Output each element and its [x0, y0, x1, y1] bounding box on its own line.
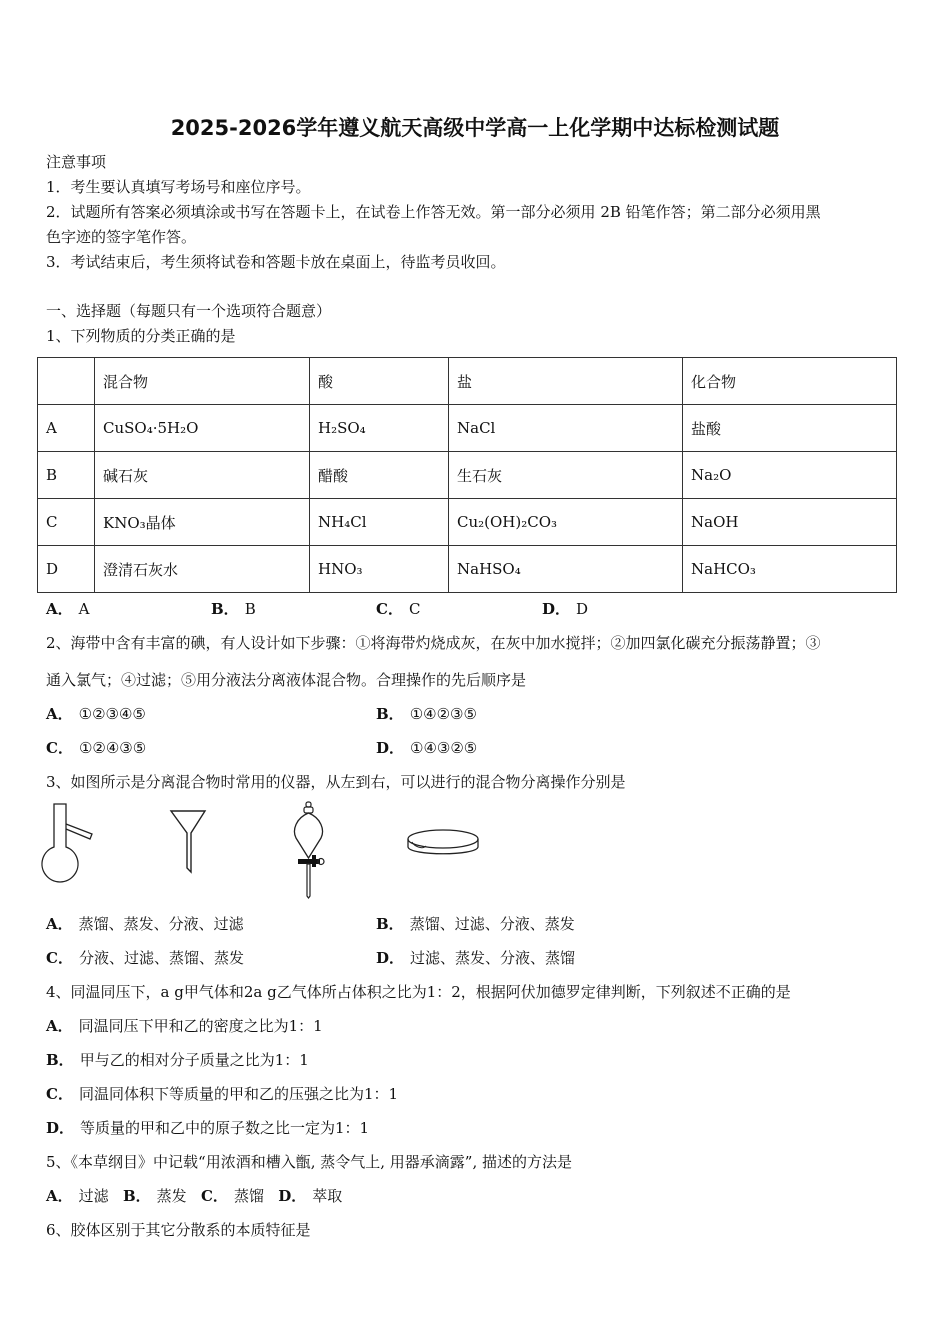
- table-cell: B: [38, 452, 95, 499]
- notice-item-1: 1．考生要认真填写考场号和座位序号。: [46, 178, 311, 196]
- notice-heading: 注意事项: [46, 153, 107, 171]
- table-header: 化合物: [683, 358, 897, 405]
- table-cell: A: [38, 405, 95, 452]
- notice-item-2-cont: 色字迹的签字笔作答。: [46, 228, 197, 246]
- table-cell: NaHCO₃: [683, 546, 897, 593]
- question-5-stem: 5、《本草纲目》中记载“用浓酒和槽入甑, 蒸令气上, 用器承滴露”, 描述的方法是: [46, 1153, 572, 1171]
- table-header: 混合物: [95, 358, 310, 405]
- table-cell: D: [38, 546, 95, 593]
- q4-option-d: D． 等质量的甲和乙中的原子数之比一定为1：1: [46, 1119, 370, 1137]
- q4-option-a: A． 同温同压下甲和乙的密度之比为1：1: [46, 1017, 323, 1035]
- table-cell: H₂SO₄: [310, 405, 449, 452]
- q1-option-a: A． A: [46, 600, 90, 618]
- table-header: [38, 358, 95, 405]
- table-cell: 澄清石灰水: [95, 546, 310, 593]
- notice-item-2: 2．试题所有答案必须填涂或书写在答题卡上，在试卷上作答无效。第一部分必须用 2B 铅笔作答；第二部分必须用黑: [46, 203, 821, 221]
- table-cell: 生石灰: [449, 452, 683, 499]
- question-2-stem-line2: 通入氯气；④过滤；⑤用分液法分离液体混合物。合理操作的先后顺序是: [46, 671, 527, 689]
- table-cell: 盐酸: [683, 405, 897, 452]
- q2-option-d: D． ①④③②⑤: [376, 739, 478, 757]
- q3-option-a: A． 蒸馏、蒸发、分液、过滤: [46, 915, 244, 933]
- evaporating-dish-icon: [404, 826, 482, 866]
- q3-option-b: B． 蒸馏、过滤、分液、蒸发: [376, 915, 575, 933]
- table-cell: HNO₃: [310, 546, 449, 593]
- q1-option-b: B． B: [211, 600, 256, 618]
- table-cell: Cu₂(OH)₂CO₃: [449, 499, 683, 546]
- classification-table: [37, 357, 897, 593]
- q3-option-c: C． 分液、过滤、蒸馏、蒸发: [46, 949, 244, 967]
- question-4-stem: 4、同温同压下，a g甲气体和2a g乙气体所占体积之比为1：2，根据阿伏加德罗定律判断，下列叙述不正确的是: [46, 983, 791, 1001]
- q2-option-c: C． ①②④③⑤: [46, 739, 147, 757]
- table-cell: NaOH: [683, 499, 897, 546]
- table-row: [38, 452, 897, 499]
- question-3-stem: 3、如图所示是分离混合物时常用的仪器，从左到右，可以进行的混合物分离操作分别是: [46, 773, 626, 791]
- page-title: 2025-2026学年遵义航天高级中学高一上化学期中达标检测试题: [170, 116, 780, 140]
- table-cell: KNO₃晶体: [95, 499, 310, 546]
- section-heading: 一、选择题（每题只有一个选项符合题意）: [46, 302, 332, 320]
- funnel-icon: [168, 808, 210, 878]
- table-cell: NH₄Cl: [310, 499, 449, 546]
- question-1-stem: 1、下列物质的分类正确的是: [46, 327, 236, 345]
- table-cell: 醋酸: [310, 452, 449, 499]
- table-header: 酸: [310, 358, 449, 405]
- table-cell: 碱石灰: [95, 452, 310, 499]
- q2-option-a: A． ①②③④⑤: [46, 705, 146, 723]
- question-2-stem-line1: 2、海带中含有丰富的碘，有人设计如下步骤：①将海带灼烧成灰，在灰中加水搅拌；②加四氯化碳充分振荡静置；③: [46, 634, 821, 652]
- table-cell: NaHSO₄: [449, 546, 683, 593]
- q1-option-c: C． C: [376, 600, 421, 618]
- table-row: [38, 405, 897, 452]
- q4-option-c: C． 同温同体积下等质量的甲和乙的压强之比为1：1: [46, 1085, 399, 1103]
- table-header: 盐: [449, 358, 683, 405]
- table-row: [38, 499, 897, 546]
- table-row: [38, 546, 897, 593]
- table-cell: C: [38, 499, 95, 546]
- table-cell: Na₂O: [683, 452, 897, 499]
- distillation-flask-icon: [40, 802, 100, 892]
- separatory-funnel-icon: [288, 800, 332, 900]
- table-cell: NaCl: [449, 405, 683, 452]
- question-6-stem: 6、胶体区别于其它分散系的本质特征是: [46, 1221, 311, 1239]
- q3-option-d: D． 过滤、蒸发、分液、蒸馏: [376, 949, 576, 967]
- q1-option-d: D． D: [542, 600, 589, 618]
- q4-option-b: B． 甲与乙的相对分子质量之比为1：1: [46, 1051, 309, 1069]
- notice-item-3: 3．考试结束后，考生须将试卷和答题卡放在桌面上，待监考员收回。: [46, 253, 506, 271]
- q2-option-b: B． ①④②③⑤: [376, 705, 477, 723]
- table-header-row: [38, 358, 897, 405]
- table-cell: CuSO₄·5H₂O: [95, 405, 310, 452]
- q5-options: A． 过滤 B． 蒸发 C． 蒸馏 D． 萃取: [46, 1187, 343, 1205]
